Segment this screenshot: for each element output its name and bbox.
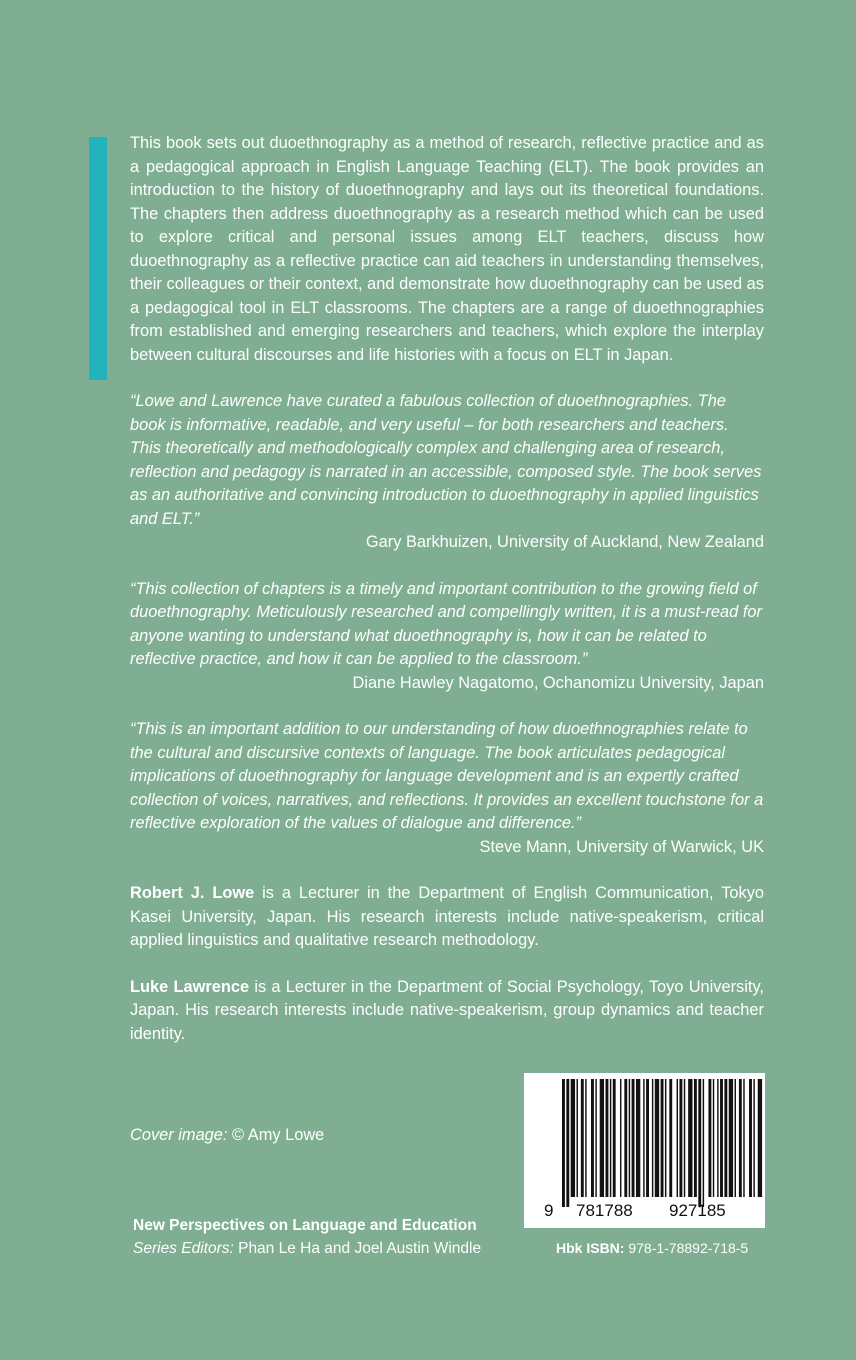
barcode-bar (581, 1079, 584, 1197)
barcode-bar (713, 1079, 714, 1197)
endorsement-text: “This is an important addition to our understanding of how duoethnographies relate to the cultural and discursive contexts of language. The book articulates pedagogical implications of duoethnography for language development and is an expertly crafted collection of voices, narratives, and reflections. It provides an excellent touchstone for a reflective exploration of the values of dialogue and difference.” (130, 720, 764, 832)
barcode-bar (632, 1079, 635, 1197)
endorsement-3 (130, 718, 764, 859)
barcode-bar (591, 1079, 594, 1197)
barcode-bar (743, 1079, 744, 1197)
author-bio-text: is a Lecturer in the Department of English Communication, Tokyo Kasei University, Japan. His research interests include native-speakerism, critical applied linguistics and qualitative research methodology. (130, 884, 765, 949)
barcode-bar (624, 1079, 627, 1197)
barcode-bar (724, 1079, 727, 1197)
barcode-bar (665, 1079, 666, 1197)
barcode-bar (595, 1079, 596, 1197)
barcode-digits (524, 1201, 765, 1225)
barcode-bar (749, 1079, 752, 1197)
author-name: Luke Lawrence (130, 977, 250, 996)
cover-credit-name: © Amy Lowe (227, 1126, 325, 1144)
endorsement-text: “Lowe and Lawrence have curated a fabulous collection of duoethnographies. The book is informative, readable, and very useful – for both researchers and teachers. This theoretically and methodologically complex and challenging area of research, reflection and pedagogy is narrated in an accessible, composed style. The book serves as an authoritative and convincing introduction to duoethnography in applied linguistics and ELT.” (130, 392, 762, 528)
series-editors-label: Series Editors: (133, 1240, 234, 1257)
book-blurb: This book sets out duoethnography as a method of research, reflective practice and as a pedagogical approach in English Language Teaching (ELT). The book provides an introduction to the history of duoethnography and lays out its theoretical foundations. The chapters then address duoethnography as a research method which can be used to explore critical and personal issues among ELT teachers, discuss how duoethnography as a reflective practice can aid teachers in understanding themselves, their colleagues or their context, and demonstrate how duoethnography can be used as a pedagogical tool in ELT classrooms. The chapters are a range of duoethnographies from established and emerging researchers and teachers, which explore the interplay between cultural discourses and life histories with a focus on ELT in Japan. (130, 134, 764, 364)
barcode-bar (717, 1079, 718, 1197)
series-info (133, 1214, 481, 1260)
endorsement-1 (130, 390, 764, 555)
isbn-barcode (524, 1073, 765, 1228)
barcode-bar (679, 1079, 682, 1197)
back-cover-text (130, 132, 764, 1046)
barcode-bar (613, 1079, 616, 1197)
barcode-bar (636, 1079, 640, 1197)
barcode-bar (577, 1079, 578, 1197)
barcode-bar (729, 1079, 733, 1197)
endorsement-attribution: Gary Barkhuizen, University of Auckland, New Zealand (365, 533, 764, 551)
isbn-label: Hbk ISBN: (556, 1240, 625, 1256)
author-bio-lawrence (130, 976, 764, 1047)
barcode-bar (566, 1079, 569, 1207)
accent-bar (89, 137, 107, 380)
barcode-bar (720, 1079, 723, 1197)
barcode-digit-first: 9 (544, 1201, 554, 1220)
barcode-bar (739, 1079, 742, 1197)
barcode-bar (684, 1079, 685, 1197)
barcode-digits-right: 927185 (669, 1201, 726, 1220)
barcode-bar (655, 1079, 659, 1197)
barcode-bar (643, 1079, 644, 1197)
series-editors: Phan Le Ha and Joel Austin Windle (233, 1240, 482, 1257)
endorsement-2 (130, 578, 764, 696)
barcode-bar (688, 1079, 692, 1197)
endorsement-attribution: Diane Hawley Nagatomo, Ochanomizu University, Japan (352, 673, 764, 692)
endorsement-attribution: Steve Mann, University of Warwick, UK (479, 837, 764, 856)
barcode-bar (571, 1079, 575, 1197)
barcode-bar (610, 1079, 611, 1197)
barcode-bar (585, 1079, 586, 1197)
barcode-bar (629, 1079, 630, 1197)
barcode-bar (562, 1079, 565, 1207)
barcode-bar (600, 1079, 604, 1197)
isbn-value: 978-1-78892-718-5 (624, 1240, 749, 1256)
endorsement-text: “This collection of chapters is a timely and important contribution to the growing field of duoethnography. Meticulously researched and compellingly written, it is a must-read for anyone wanting to understand what duoethnography is, how it can be related to reflective practice, and how it can be applied to the classroom.” (130, 579, 762, 668)
cover-credit-label: Cover image: (130, 1126, 228, 1144)
barcode-bar (735, 1079, 736, 1197)
series-title: New Perspectives on Language and Education (133, 1217, 477, 1234)
barcode-bar (708, 1079, 711, 1197)
barcode-bar (698, 1079, 701, 1207)
barcode-bar (606, 1079, 609, 1197)
barcode-bar (646, 1079, 649, 1197)
barcode-digits-left: 781788 (576, 1201, 633, 1220)
barcode-bar (758, 1079, 762, 1197)
series-editors-line (133, 1237, 481, 1260)
barcode-bar (703, 1079, 704, 1207)
cover-image-credit (130, 1124, 324, 1146)
barcode-bar (694, 1079, 697, 1197)
barcode-bar (753, 1079, 754, 1197)
hbk-isbn (556, 1238, 748, 1258)
barcode-bar (669, 1079, 672, 1197)
barcode-bar (620, 1079, 621, 1197)
barcode-bar (652, 1079, 653, 1197)
author-bio-text: is a Lecturer in the Department of Social Psychology, Toyo University, Japan. His research interests include native-speakerism, group dynamics and teacher identity. (130, 977, 764, 1043)
author-name: Robert J. Lowe (130, 884, 255, 902)
barcode-bar (661, 1079, 664, 1197)
barcode-bar (677, 1079, 678, 1197)
author-bio-lowe (130, 882, 764, 953)
